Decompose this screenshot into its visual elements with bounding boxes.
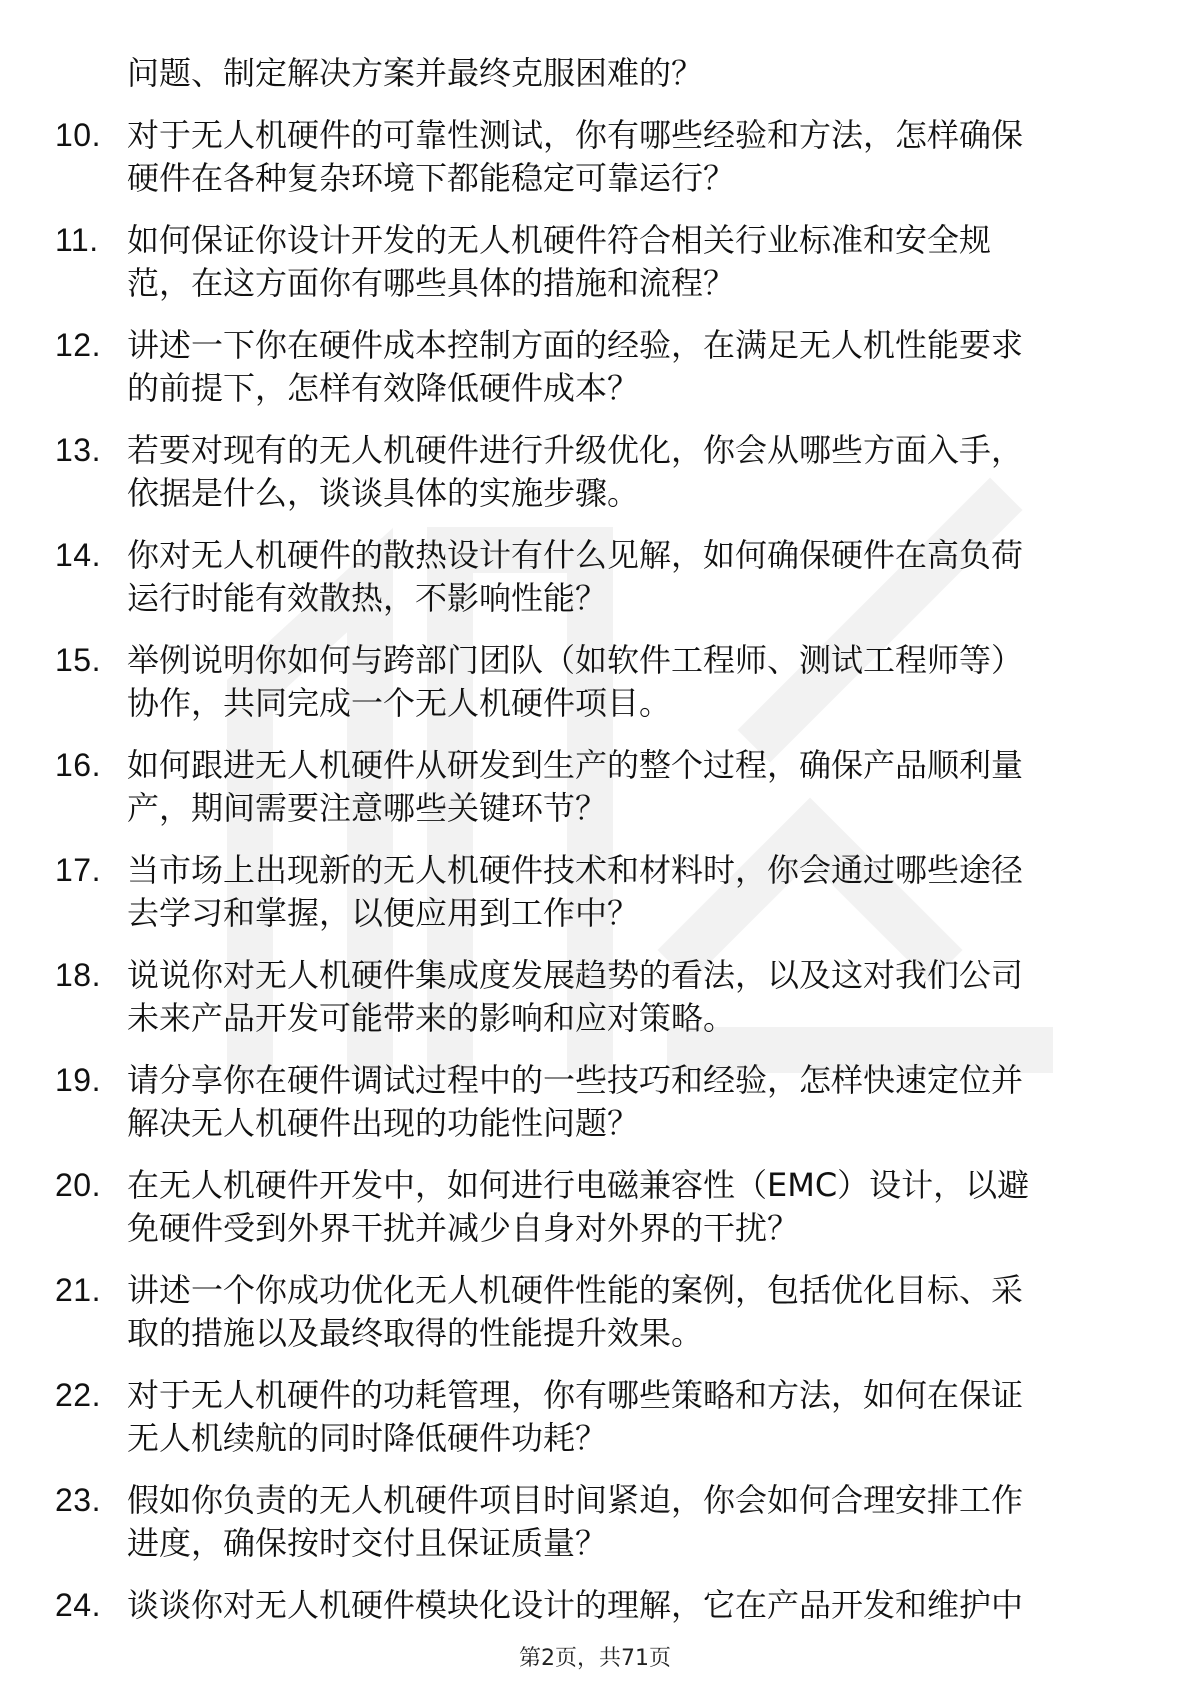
question-text: 若要对现有的无人机硬件进行升级优化，你会从哪些方面入手， 依据是什么，谈谈具体的实施步骤。 xyxy=(127,431,1024,512)
question-item xyxy=(55,219,1135,305)
question-number: 12. xyxy=(55,327,101,363)
question-item xyxy=(55,324,1135,410)
question-text: 谈谈你对无人机硬件模块化设计的理解，它在产品开发和维护中 xyxy=(127,1586,1024,1624)
question-number: 16. xyxy=(55,747,101,783)
question-text: 讲述一下你在硬件成本控制方面的经验，在满足无人机性能要求 的前提下，怎样有效降低硬件成本？ xyxy=(127,326,1024,407)
question-item xyxy=(55,534,1135,620)
question-number: 22. xyxy=(55,1377,101,1413)
question-text: 说说你对无人机硬件集成度发展趋势的看法，以及这对我们公司 未来产品开发可能带来的影响和应对策略。 xyxy=(127,956,1024,1037)
question-text: 假如你负责的无人机硬件项目时间紧迫，你会如何合理安排工作 进度，确保按时交付且保证质量？ xyxy=(127,1481,1024,1562)
question-item xyxy=(55,639,1135,725)
question-number: 10. xyxy=(55,117,101,153)
question-text: 如何跟进无人机硬件从研发到生产的整个过程，确保产品顺利量 产，期间需要注意哪些关键环节？ xyxy=(127,746,1024,827)
page-number-footer: 第2页，共71页 xyxy=(519,1646,671,1671)
question-list xyxy=(55,114,1135,1627)
question-content xyxy=(55,52,1135,1646)
question-text: 对于无人机硬件的可靠性测试，你有哪些经验和方法，怎样确保 硬件在各种复杂环境下都能稳定可靠运行？ xyxy=(127,116,1024,197)
question-number: 24. xyxy=(55,1587,101,1623)
question-text: 你对无人机硬件的散热设计有什么见解，如何确保硬件在高负荷 运行时能有效散热，不影响性能？ xyxy=(127,536,1024,617)
question-item xyxy=(55,114,1135,200)
question-number: 20. xyxy=(55,1167,101,1203)
question-number: 17. xyxy=(55,852,101,888)
question-text: 举例说明你如何与跨部门团队（如软件工程师、测试工程师等） 协作，共同完成一个无人机硬件项目。 xyxy=(127,641,1024,722)
question-item xyxy=(55,849,1135,935)
question-number: 13. xyxy=(55,432,101,468)
question-text: 讲述一个你成功优化无人机硬件性能的案例，包括优化目标、采 取的措施以及最终取得的性能提升效果。 xyxy=(127,1271,1024,1352)
question-number: 11. xyxy=(55,222,99,258)
question-text: 对于无人机硬件的功耗管理，你有哪些策略和方法，如何在保证 无人机续航的同时降低硬件功耗？ xyxy=(127,1376,1024,1457)
question-number: 19. xyxy=(55,1062,101,1098)
question-number: 18. xyxy=(55,957,101,993)
question-item xyxy=(55,1374,1135,1460)
question-number: 15. xyxy=(55,642,101,678)
question-item xyxy=(55,1584,1135,1627)
question-item xyxy=(55,744,1135,830)
question-item xyxy=(55,1269,1135,1355)
question-item xyxy=(55,954,1135,1040)
continued-question-text: 问题、制定解决方案并最终克服困难的？ xyxy=(127,54,704,92)
question-item xyxy=(55,1059,1135,1145)
question-number: 23. xyxy=(55,1482,101,1518)
question-text: 当市场上出现新的无人机硬件技术和材料时，你会通过哪些途径 去学习和掌握，以便应用到工作中？ xyxy=(127,851,1024,932)
question-item xyxy=(55,1479,1135,1565)
question-item xyxy=(55,429,1135,515)
question-number: 14. xyxy=(55,537,101,573)
question-text: 在无人机硬件开发中，如何进行电磁兼容性（EMC）设计，以避 免硬件受到外界干扰并减少自身对外界的干扰？ xyxy=(127,1166,1030,1247)
question-item xyxy=(55,1164,1135,1250)
question-text: 如何保证你设计开发的无人机硬件符合相关行业标准和安全规 范，在这方面你有哪些具体的措施和流程？ xyxy=(127,221,992,302)
question-number: 21. xyxy=(55,1272,101,1308)
question-text: 请分享你在硬件调试过程中的一些技巧和经验，怎样快速定位并 解决无人机硬件出现的功能性问题？ xyxy=(127,1061,1024,1142)
